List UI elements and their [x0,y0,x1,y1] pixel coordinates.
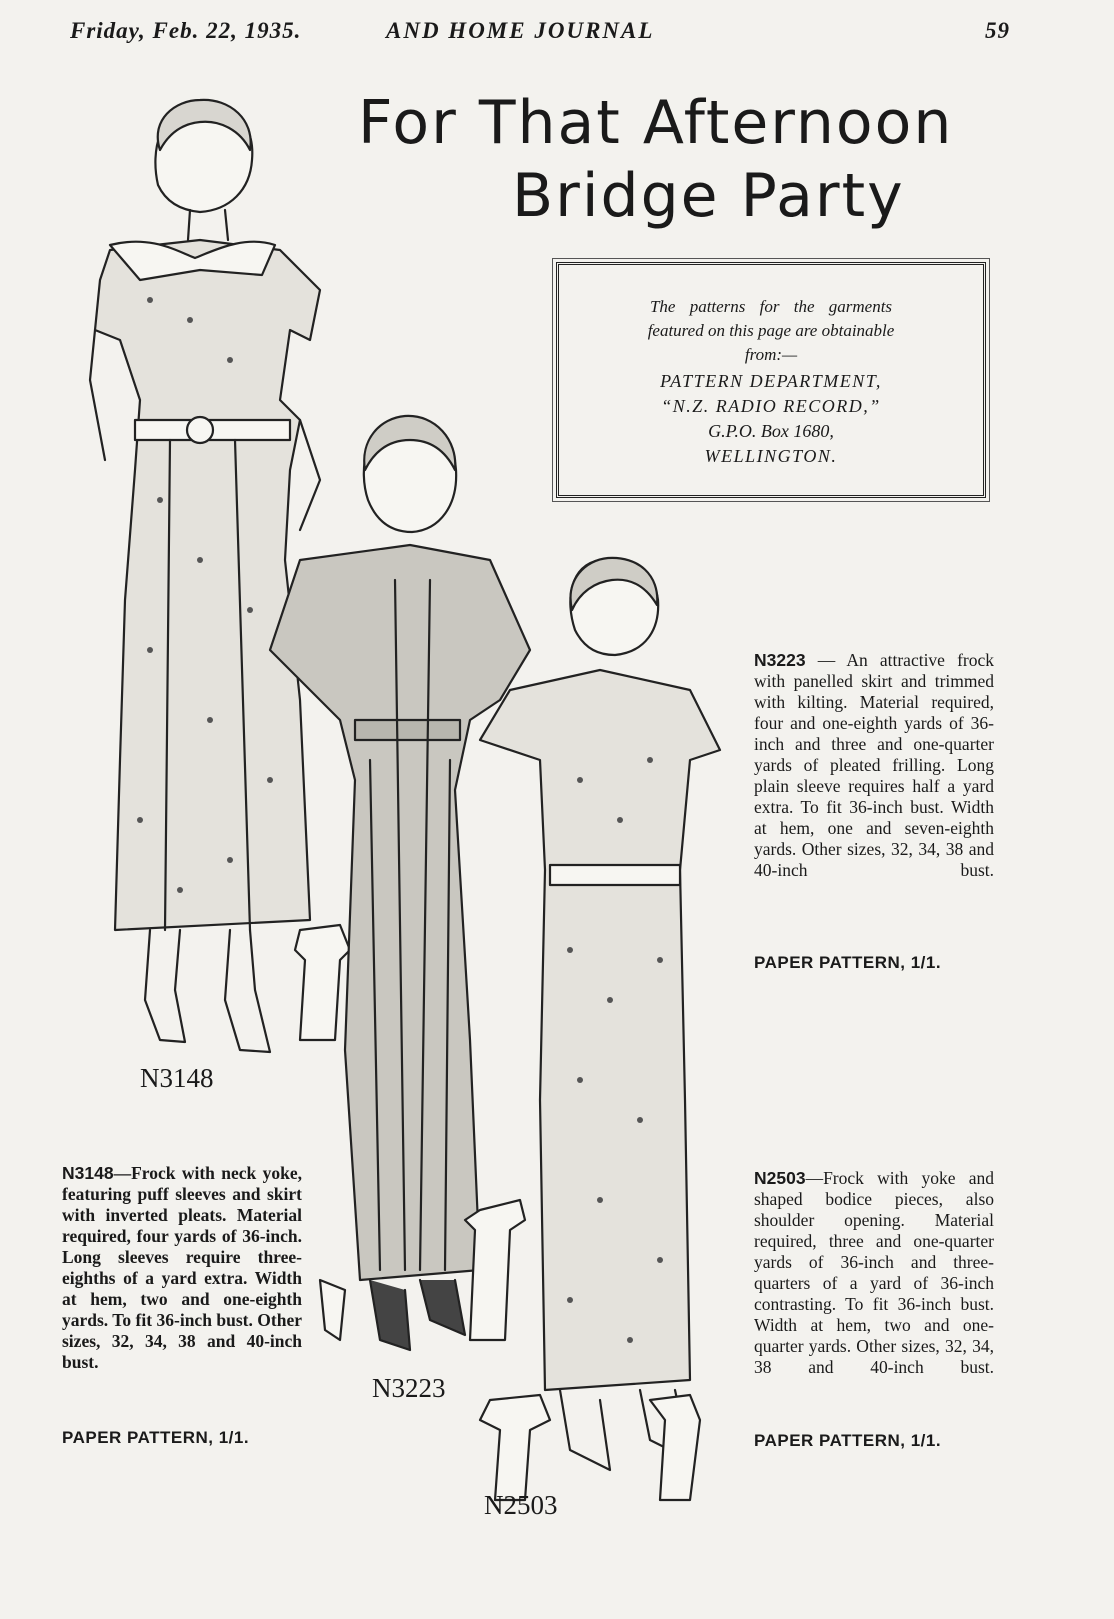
description-n2503 [754,1168,994,1378]
info-line: PATTERN DEPARTMENT, [660,371,882,391]
figure-n2503-illustration [480,558,720,1500]
figure-label-n2503: N2503 [484,1490,558,1520]
description-code: N3223 [754,650,806,670]
info-line: WELLINGTON. [704,446,838,466]
figure-label-n3148: N3148 [140,1063,214,1093]
figure-label-n3223: N3223 [372,1373,446,1403]
description-n3223 [754,650,994,881]
header-page-number: 59 [985,18,1010,43]
info-line: “N.Z. RADIO RECORD,” [661,396,881,416]
description-text: — An attractive frock with panelled skirt and trimmed with kilting. Material required, four and one-eighth yards of 36-inch and three and one-quarter yards of pleated frilling. Long plain sleeve requires half a yard extra. To fit 36-inch bust. Width at hem, one and seven-eighth yards. Other sizes, 32, 34, 38 and 40-inch bust. [754,650,994,880]
paper-pattern-price: PAPER PATTERN, 1/1. [754,953,942,972]
info-line: from:— [744,345,798,364]
description-text: —Frock with yoke and shaped bodice pieces, also shoulder opening. Material required, three and one-quarter yards of 36-inch and three-quarters of a yard of 36-inch contrasting. To fit 36-inch bust. Width at hem, two and one-quarter yards. Other sizes, 32, 34, 38 and 40-inch bust. [754,1168,994,1377]
info-line: G.P.O. Box 1680, [708,421,834,441]
pattern-info-box [556,262,986,498]
description-text: —Frock with neck yoke, featuring puff sleeves and skirt with inverted pleats. Material required, four yards of 36-inch. Long sleeves require three-eighths of a yard extra. Width at hem, two and one-eighth yards. To fit 36-inch bust. Other sizes, 32, 34, 38 and 40-inch bust. [62,1163,302,1372]
info-line: featured on this page are obtainable [647,321,895,340]
header-journal-name: AND HOME JOURNAL [386,18,655,43]
paper-pattern-price: PAPER PATTERN, 1/1. [754,1431,942,1450]
header-date: Friday, Feb. 22, 1935. [70,18,302,43]
page-title-line-2: Bridge Party [512,161,905,231]
description-code: N3148 [62,1163,114,1183]
page-title-line-1: For That Afternoon [358,88,954,158]
paper-pattern-price: PAPER PATTERN, 1/1. [62,1428,250,1447]
info-line: The patterns for the garments [649,297,893,316]
description-n3148 [62,1163,302,1373]
description-code: N2503 [754,1168,806,1188]
